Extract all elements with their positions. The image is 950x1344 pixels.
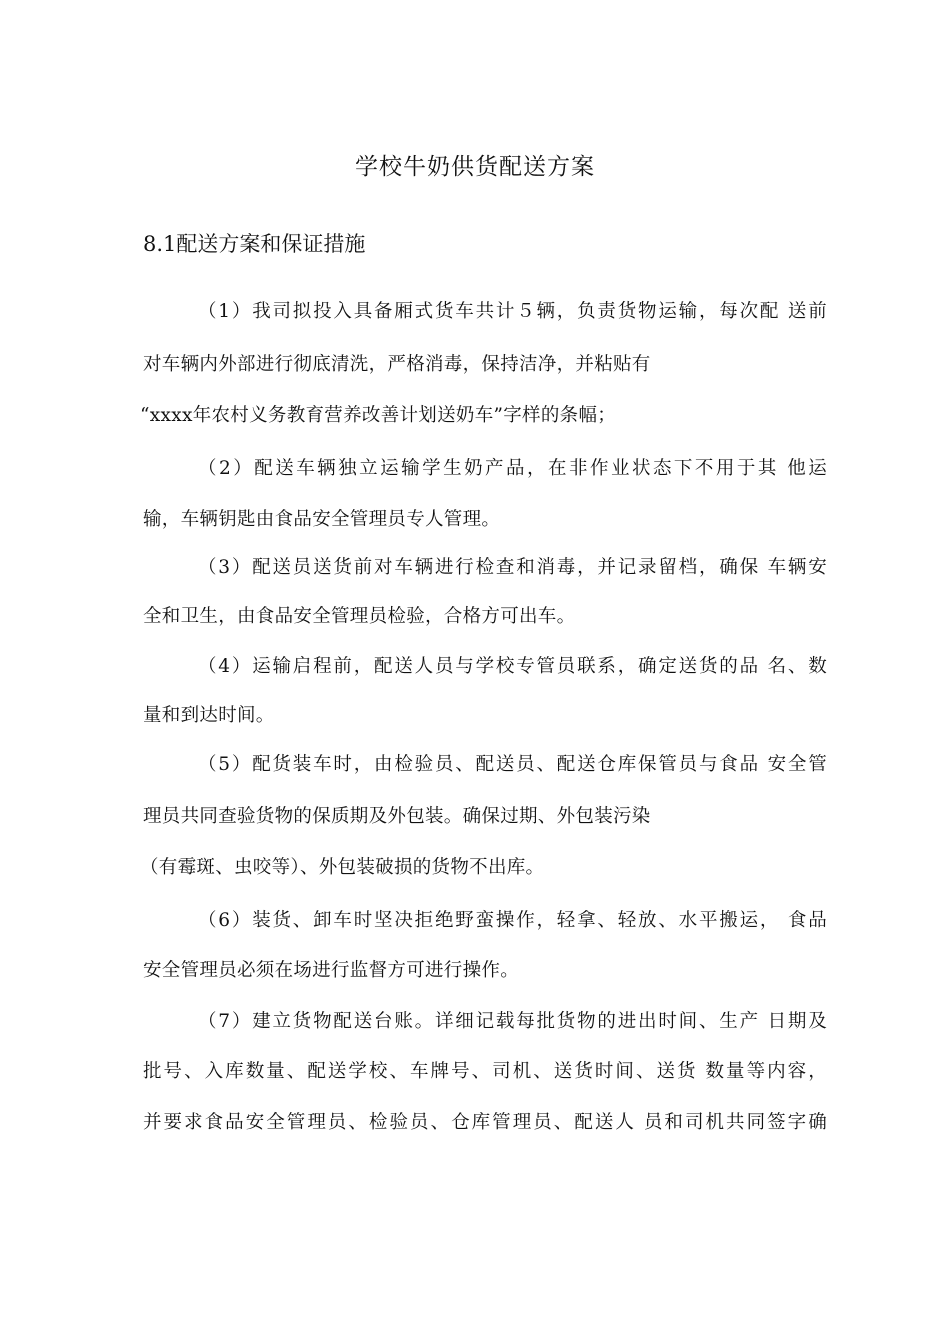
paragraph-line: 输，车辆钥匙由食品安全管理员专人管理。	[143, 509, 501, 530]
paragraph-line: （3）配送员送货前对车辆进行检查和消毒，并记录留档，确保 车辆安	[198, 557, 827, 578]
paragraph-line: （有霉斑、虫咬等）、外包装破损的货物不出库。	[140, 857, 545, 878]
paragraph-line: （7）建立货物配送台账。详细记载每批货物的进出时间、生产 日期及	[198, 1011, 827, 1032]
paragraph-line: “xxxx年农村义务教育营养改善计划送奶车”字样的条幅；	[140, 405, 617, 426]
document-title: 学校牛奶供货配送方案	[355, 154, 595, 180]
section-heading: 8.1配送方案和保证措施	[143, 232, 366, 256]
paragraph-line: （4）运输启程前，配送人员与学校专管员联系，确定送货的品 名、数	[198, 656, 827, 677]
paragraph-line: 全和卫生，由食品安全管理员检验，合格方可出车。	[143, 606, 576, 627]
paragraph-line: 安全管理员必须在场进行监督方可进行操作。	[143, 960, 520, 981]
paragraph-line: 量和到达时间。	[143, 705, 275, 726]
paragraph-line: 理员共同查验货物的保质期及外包装。确保过期、外包装污染	[143, 806, 651, 827]
paragraph-line: （2）配送车辆独立运输学生奶产品，在非作业状态下不用于其 他运	[198, 458, 828, 479]
paragraph-line: 对车辆内外部进行彻底清洗，严格消毒，保持洁净，并粘贴有	[143, 354, 651, 375]
paragraph-line: 并要求食品安全管理员、检验员、仓库管理员、配送人 员和司机共同签字确	[143, 1112, 827, 1133]
paragraph-line: （6）装货、卸车时坚决拒绝野蛮操作，轻拿、轻放、水平搬运， 食品	[198, 910, 827, 931]
paragraph-line: 批号、入库数量、配送学校、车牌号、司机、送货时间、送货 数量等内容，	[143, 1061, 827, 1082]
paragraph-line: （5）配货装车时，由检验员、配送员、配送仓库保管员与食品 安全管	[198, 754, 827, 775]
paragraph-line: （1）我司拟投入具备厢式货车共计５辆，负责货物运输，每次配 送前	[198, 301, 827, 322]
